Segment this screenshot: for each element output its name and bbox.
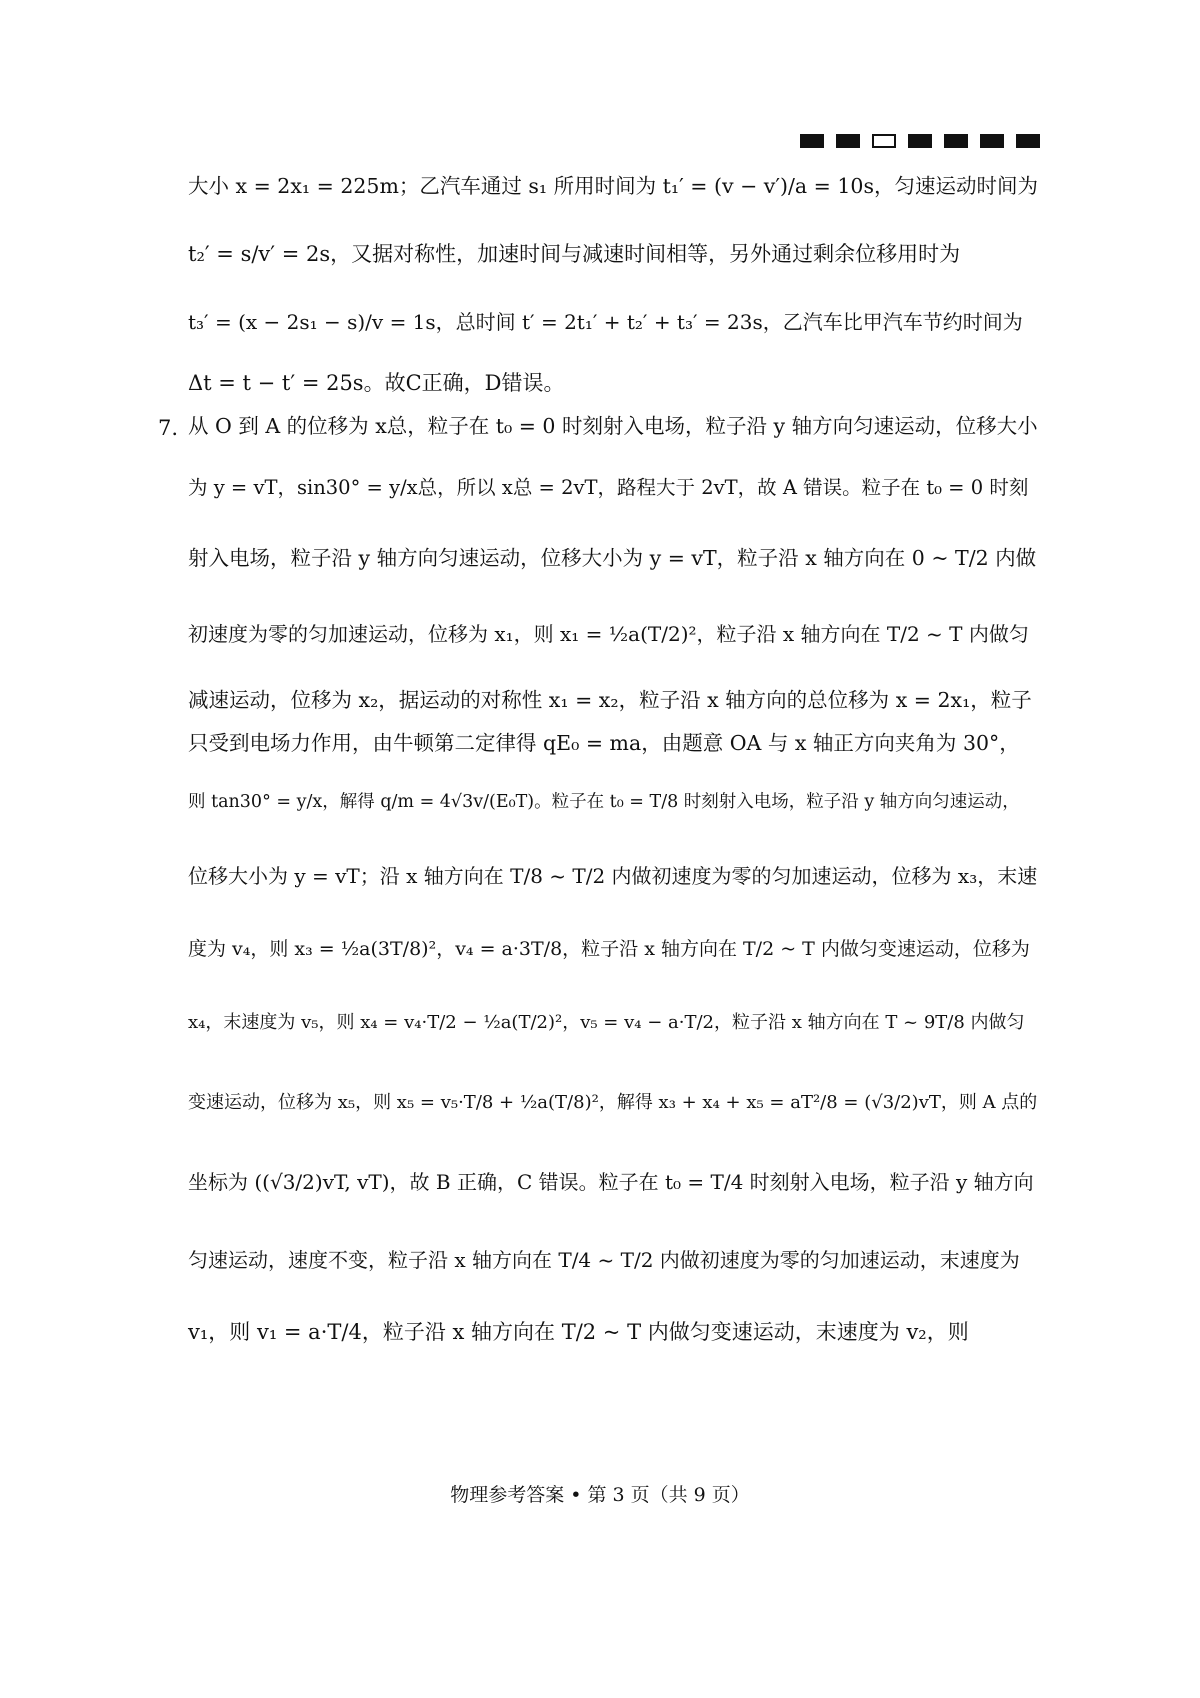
header-marker <box>872 134 896 148</box>
answer-line: 大小 x = 2x₁ = 225m；乙汽车通过 s₁ 所用时间为 t₁′ = (v − v′)/a = 10s，匀速运动时间为 <box>188 174 1038 198</box>
header-marker-bar <box>800 134 1040 148</box>
answer-line: t₃′ = (x − 2s₁ − s)/v = 1s，总时间 t′ = 2t₁′ + t₂′ + t₃′ = 23s，乙汽车比甲汽车节约时间为 <box>188 310 1023 334</box>
answer-line: 匀速运动，速度不变，粒子沿 x 轴方向在 T/4 ~ T/2 内做初速度为零的匀加速运动，末速度为 <box>188 1248 1020 1272</box>
answer-line: x₄，末速度为 v₅，则 x₄ = v₄·T/2 − ½a(T/2)²，v₅ = v₄ − a·T/2，粒子沿 x 轴方向在 T ~ 9T/8 内做匀 <box>188 1012 1025 1033</box>
header-marker <box>1016 134 1040 148</box>
question-number: 7. <box>158 416 179 440</box>
answer-line: 则 tan30° = y/x，解得 q/m = 4√3v/(E₀T)。粒子在 t₀ = T/8 时刻射入电场，粒子沿 y 轴方向匀速运动， <box>188 792 1020 812</box>
answer-line: 位移大小为 y = vT；沿 x 轴方向在 T/8 ~ T/2 内做初速度为零的匀加速运动，位移为 x₃，末速 <box>188 864 1038 888</box>
header-marker <box>836 134 860 148</box>
answer-line: t₂′ = s/v′ = 2s，又据对称性，加速时间与减速时间相等，另外通过剩余位移用时为 <box>188 242 961 266</box>
header-marker <box>908 134 932 148</box>
answer-line: 初速度为零的匀加速运动，位移为 x₁，则 x₁ = ½a(T/2)²，粒子沿 x 轴方向在 T/2 ~ T 内做匀 <box>188 622 1029 646</box>
answer-line: 变速运动，位移为 x₅，则 x₅ = v₅·T/8 + ½a(T/8)²，解得 x₃ + x₄ + x₅ = aT²/8 = (√3/2)vT，则 A 点的 <box>188 1092 1038 1113</box>
header-marker <box>800 134 824 148</box>
answer-line: 只受到电场力作用，由牛顿第二定律得 qE₀ = ma，由题意 OA 与 x 轴正方向夹角为 30°， <box>188 731 1020 755</box>
answer-line: v₁，则 v₁ = a·T/4，粒子沿 x 轴方向在 T/2 ~ T 内做匀变速运动，末速度为 v₂，则 <box>188 1320 969 1344</box>
answer-line: 度为 v₄，则 x₃ = ½a(3T/8)²，v₄ = a·3T/8，粒子沿 x 轴方向在 T/2 ~ T 内做匀变速运动，位移为 <box>188 938 1030 960</box>
answer-line: 射入电场，粒子沿 y 轴方向匀速运动，位移大小为 y = vT，粒子沿 x 轴方向在 0 ~ T/2 内做 <box>188 546 1037 570</box>
page-footer: 物理参考答案 • 第 3 页（共 9 页） <box>450 1484 750 1506</box>
header-marker <box>980 134 1004 148</box>
answer-line: 减速运动，位移为 x₂，据运动的对称性 x₁ = x₂，粒子沿 x 轴方向的总位移为 x = 2x₁，粒子 <box>188 688 1032 712</box>
header-marker <box>944 134 968 148</box>
answer-line: Δt = t − t′ = 25s。故C正确，D错误。 <box>188 371 565 395</box>
answer-line: 坐标为 ((√3/2)vT, vT)，故 B 正确，C 错误。粒子在 t₀ = T/4 时刻射入电场，粒子沿 y 轴方向 <box>188 1170 1034 1194</box>
answer-line: 为 y = vT，sin30° = y/x总，所以 x总 = 2vT，路程大于 2vT，故 A 错误。粒子在 t₀ = 0 时刻 <box>188 476 1029 499</box>
answer-line: 从 O 到 A 的位移为 x总，粒子在 t₀ = 0 时刻射入电场，粒子沿 y 轴方向匀速运动，位移大小 <box>188 414 1038 438</box>
